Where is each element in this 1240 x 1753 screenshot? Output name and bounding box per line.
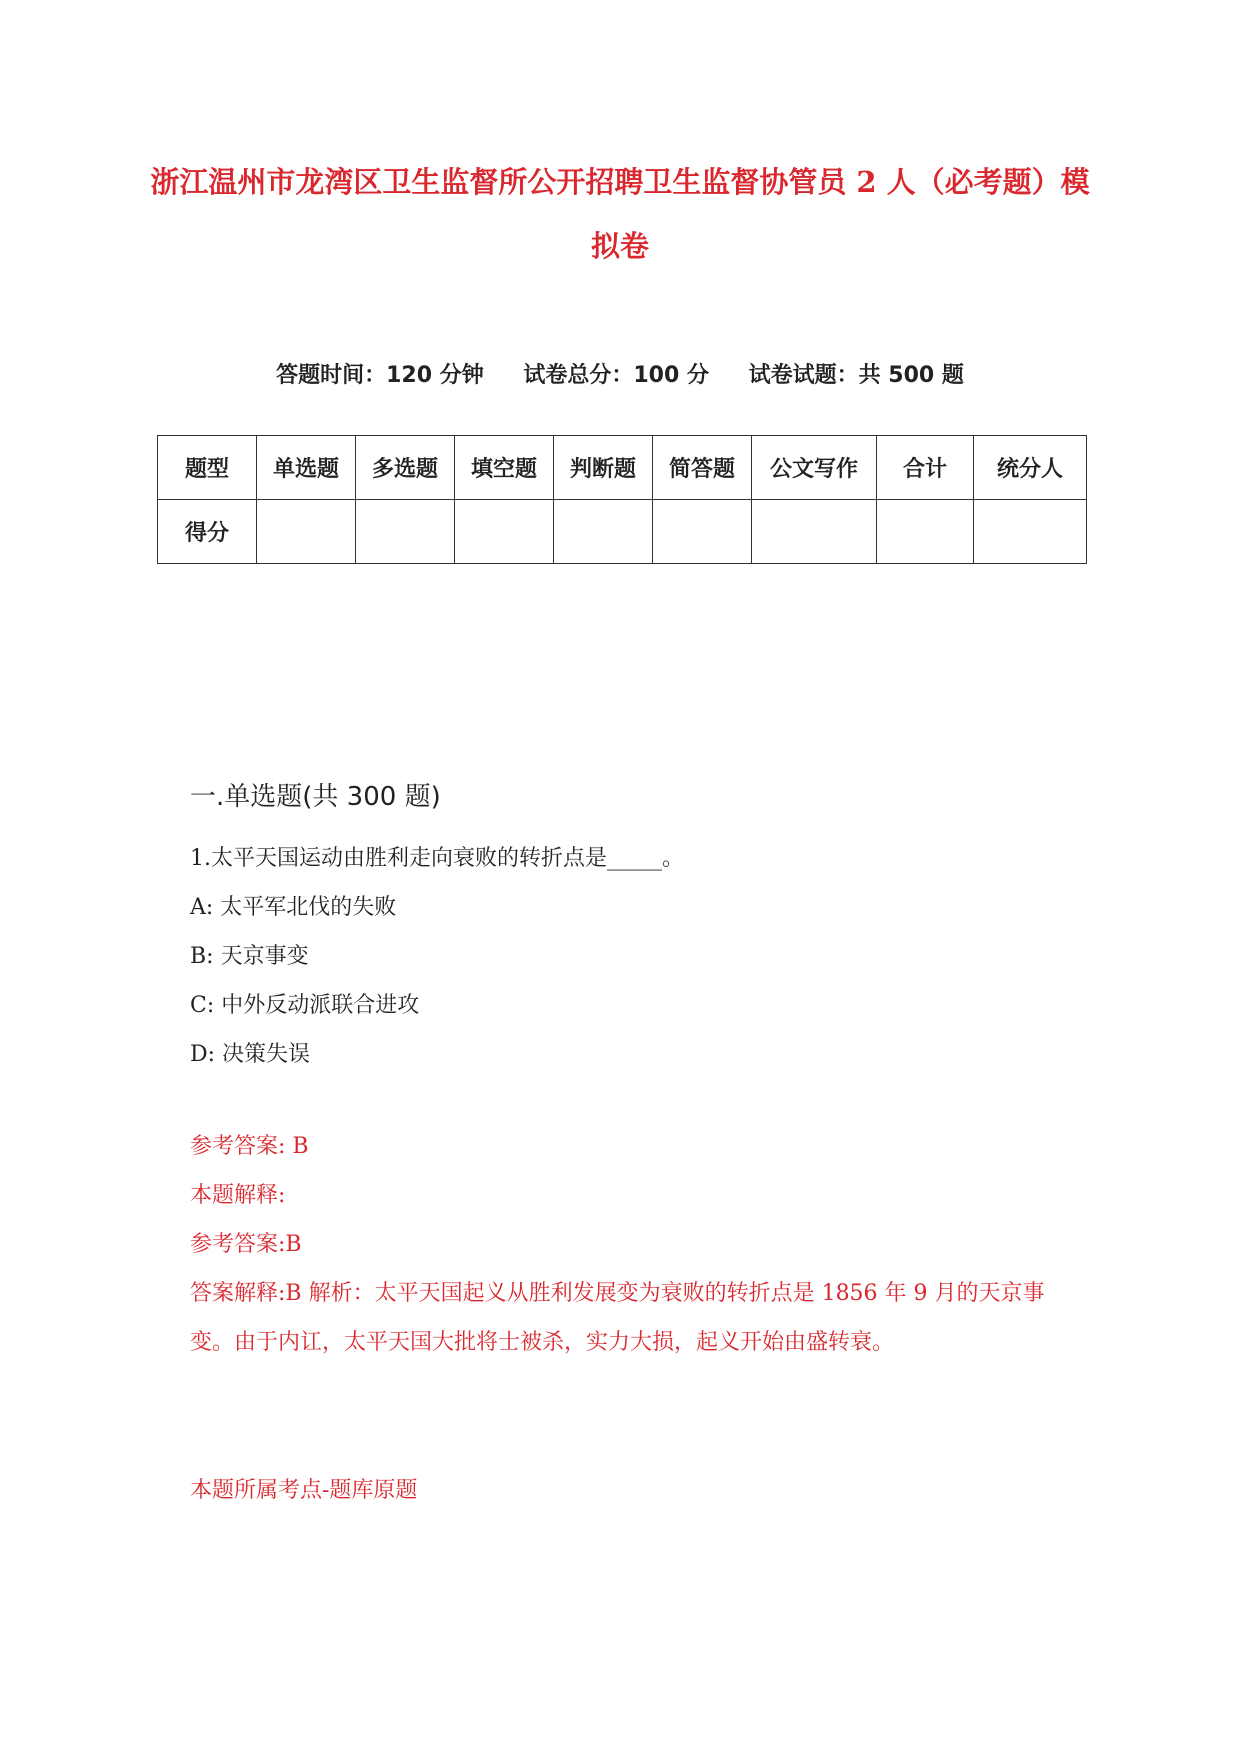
score-cell — [653, 500, 752, 564]
score-cell — [455, 500, 554, 564]
score-header-cell: 公文写作 — [752, 436, 877, 500]
score-cell — [554, 500, 653, 564]
reference-answer-repeat: 参考答案:B — [190, 1232, 302, 1257]
score-cell — [974, 500, 1087, 564]
option-a: A: 太平军北伐的失败 — [190, 895, 397, 920]
exam-time: 答题时间：120 分钟 — [276, 363, 484, 388]
question-point: 本题所属考点-题库原题 — [190, 1478, 418, 1503]
score-header-cell: 填空题 — [455, 436, 554, 500]
score-header-cell: 题型 — [158, 436, 257, 500]
score-header-cell: 合计 — [877, 436, 974, 500]
score-header-cell: 判断题 — [554, 436, 653, 500]
explanation-label: 本题解释: — [190, 1183, 286, 1208]
score-table — [157, 435, 1087, 564]
option-c: C: 中外反动派联合进攻 — [190, 993, 420, 1018]
score-header-cell: 统分人 — [974, 436, 1087, 500]
answer-block — [190, 1122, 1070, 1367]
score-table-score-row — [158, 500, 1087, 564]
exam-total-score: 试卷总分：100 分 — [523, 363, 709, 388]
option-b: B: 天京事变 — [190, 944, 309, 969]
score-cell — [877, 500, 974, 564]
section-title: 一.单选题(共 300 题) — [190, 782, 441, 812]
option-d: D: 决策失误 — [190, 1042, 311, 1067]
score-row-label: 得分 — [158, 500, 257, 564]
page-title: 浙江温州市龙湾区卫生监督所公开招聘卫生监督协管员 2 人（必考题）模拟卷 — [150, 165, 1090, 263]
score-cell — [356, 500, 455, 564]
score-header-cell: 简答题 — [653, 436, 752, 500]
score-cell — [752, 500, 877, 564]
question-block — [190, 834, 1070, 1079]
reference-answer: 参考答案: B — [190, 1134, 309, 1159]
exam-info — [0, 358, 1240, 389]
score-header-cell: 多选题 — [356, 436, 455, 500]
question-text: 1.太平天国运动由胜利走向衰败的转折点是_____。 — [190, 846, 684, 871]
score-cell — [257, 500, 356, 564]
score-header-cell: 单选题 — [257, 436, 356, 500]
score-table-header-row — [158, 436, 1087, 500]
exam-question-count: 试卷试题：共 500 题 — [748, 363, 964, 388]
answer-explanation: 答案解释:B 解析：太平天国起义从胜利发展变为衰败的转折点是 1856 年 9 月的天京事变。由于内讧，太平天国大批将士被杀，实力大损，起义开始由盛转衰。 — [190, 1281, 1045, 1355]
